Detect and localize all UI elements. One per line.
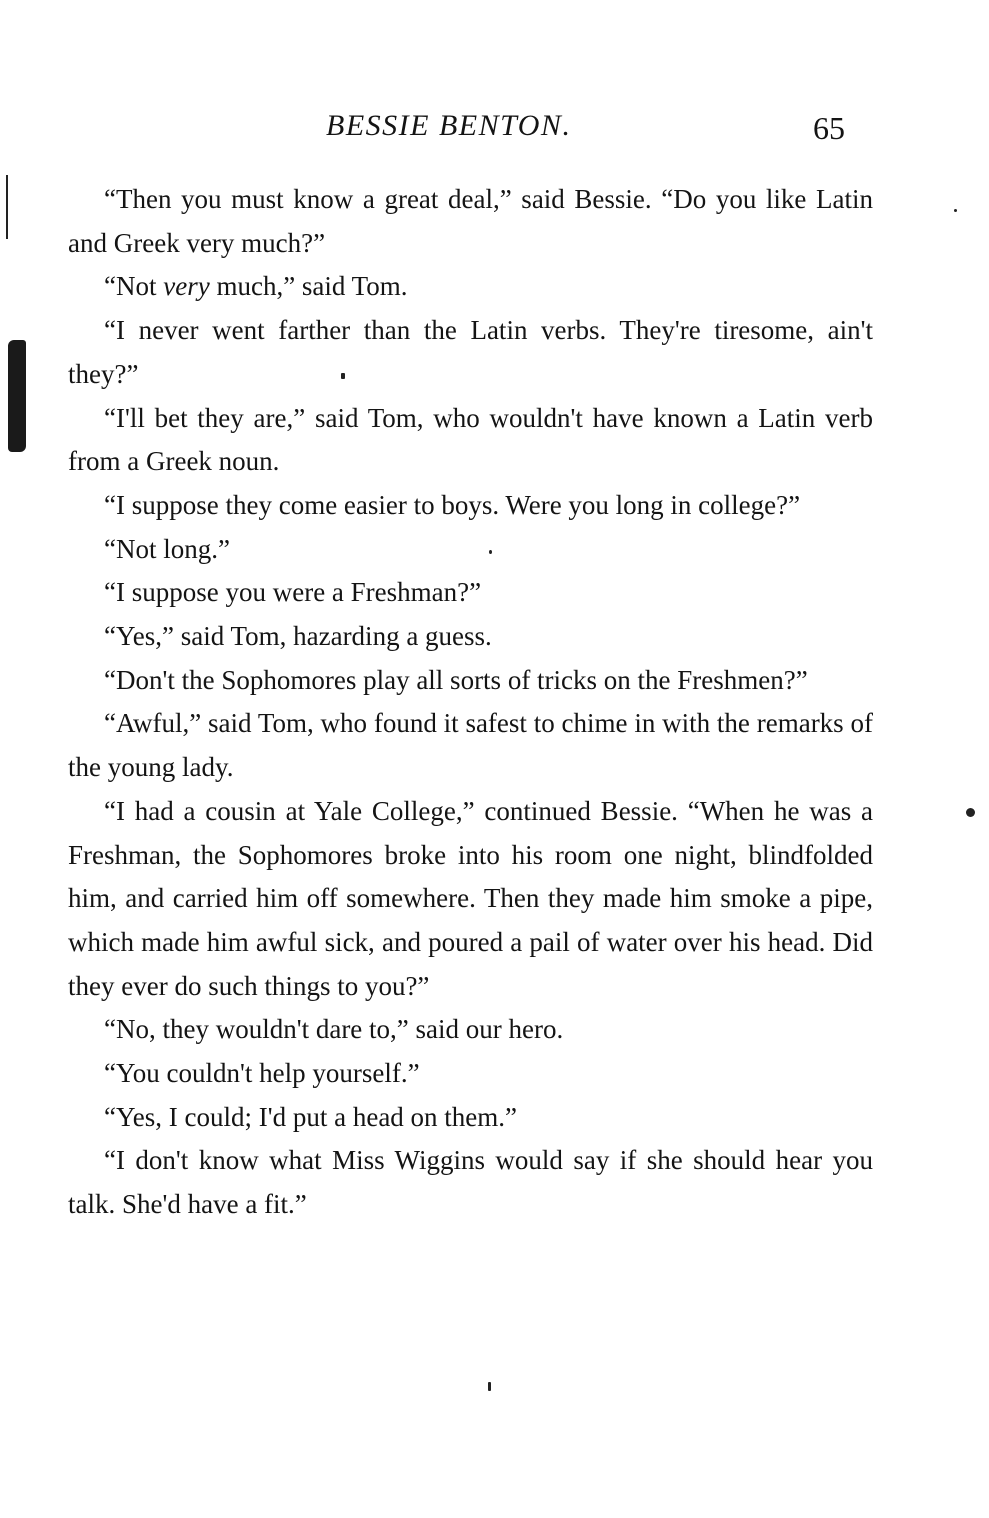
paragraph [68,528,873,572]
paragraph [68,1139,873,1226]
scan-speck [488,1382,491,1391]
scan-blot [8,340,26,452]
text-run: “I had a cousin at Yale College,” continued Bessie. “When he was a Freshman, the Sophomores broke into his room one night, blindfolded him, and carried him off somewhere. Then they made him smoke a pipe, which made him awful sick, and poured a pail of water over his head. Did they ever do such things to you?” [68,795,873,1001]
paragraph [68,1052,873,1096]
paragraph [68,1008,873,1052]
page-body-text [68,178,873,1227]
text-run: “No, they wouldn't dare to,” said our hero. [104,1014,564,1045]
text-run: “I don't know what Miss Wiggins would say if she should hear you talk. She'd have a fit.” [68,1145,873,1220]
paragraph [68,397,873,484]
running-title: BESSIE BENTON. [326,109,572,142]
running-head [0,106,989,146]
paragraph [68,265,873,309]
text-run: much,” said Tom. [209,271,408,302]
paragraph [68,309,873,396]
text-run: “I suppose you were a Freshman?” [104,577,482,608]
paragraph [68,615,873,659]
italic-text: very [163,271,210,302]
scan-speck [954,209,957,212]
paragraph [68,702,873,789]
paragraph [68,659,873,703]
text-run: “I'll bet they are,” said Tom, who wouldn't have known a Latin verb from a Greek noun. [68,402,873,477]
page-number: 65 [813,110,845,146]
paragraph [68,484,873,528]
text-run: “Yes, I could; I'd put a head on them.” [104,1101,518,1132]
margin-rule [6,175,8,239]
text-run: “Then you must know a great deal,” said Bessie. “Do you like Latin and Greek very much?” [68,184,873,258]
text-run: “You couldn't help yourself.” [104,1058,420,1089]
text-run: “I never went farther than the Latin verbs. They're tiresome, ain't they?” [68,315,873,389]
text-run: “Awful,” said Tom, who found it safest to chime in with the remarks of the young lady. [68,708,873,783]
text-run: “I suppose they come easier to boys. Were you long in college?” [104,489,801,520]
paragraph [68,790,873,1009]
text-run: “Not long.” [104,533,230,564]
text-run: “Yes,” said Tom, hazarding a guess. [104,621,492,652]
text-run: “Not [104,271,164,302]
paragraph [68,178,873,265]
paragraph [68,1096,873,1140]
text-run: “Don't the Sophomores play all sorts of tricks on the Freshmen?” [104,664,808,695]
paragraph [68,571,873,615]
scan-speck [966,808,975,817]
